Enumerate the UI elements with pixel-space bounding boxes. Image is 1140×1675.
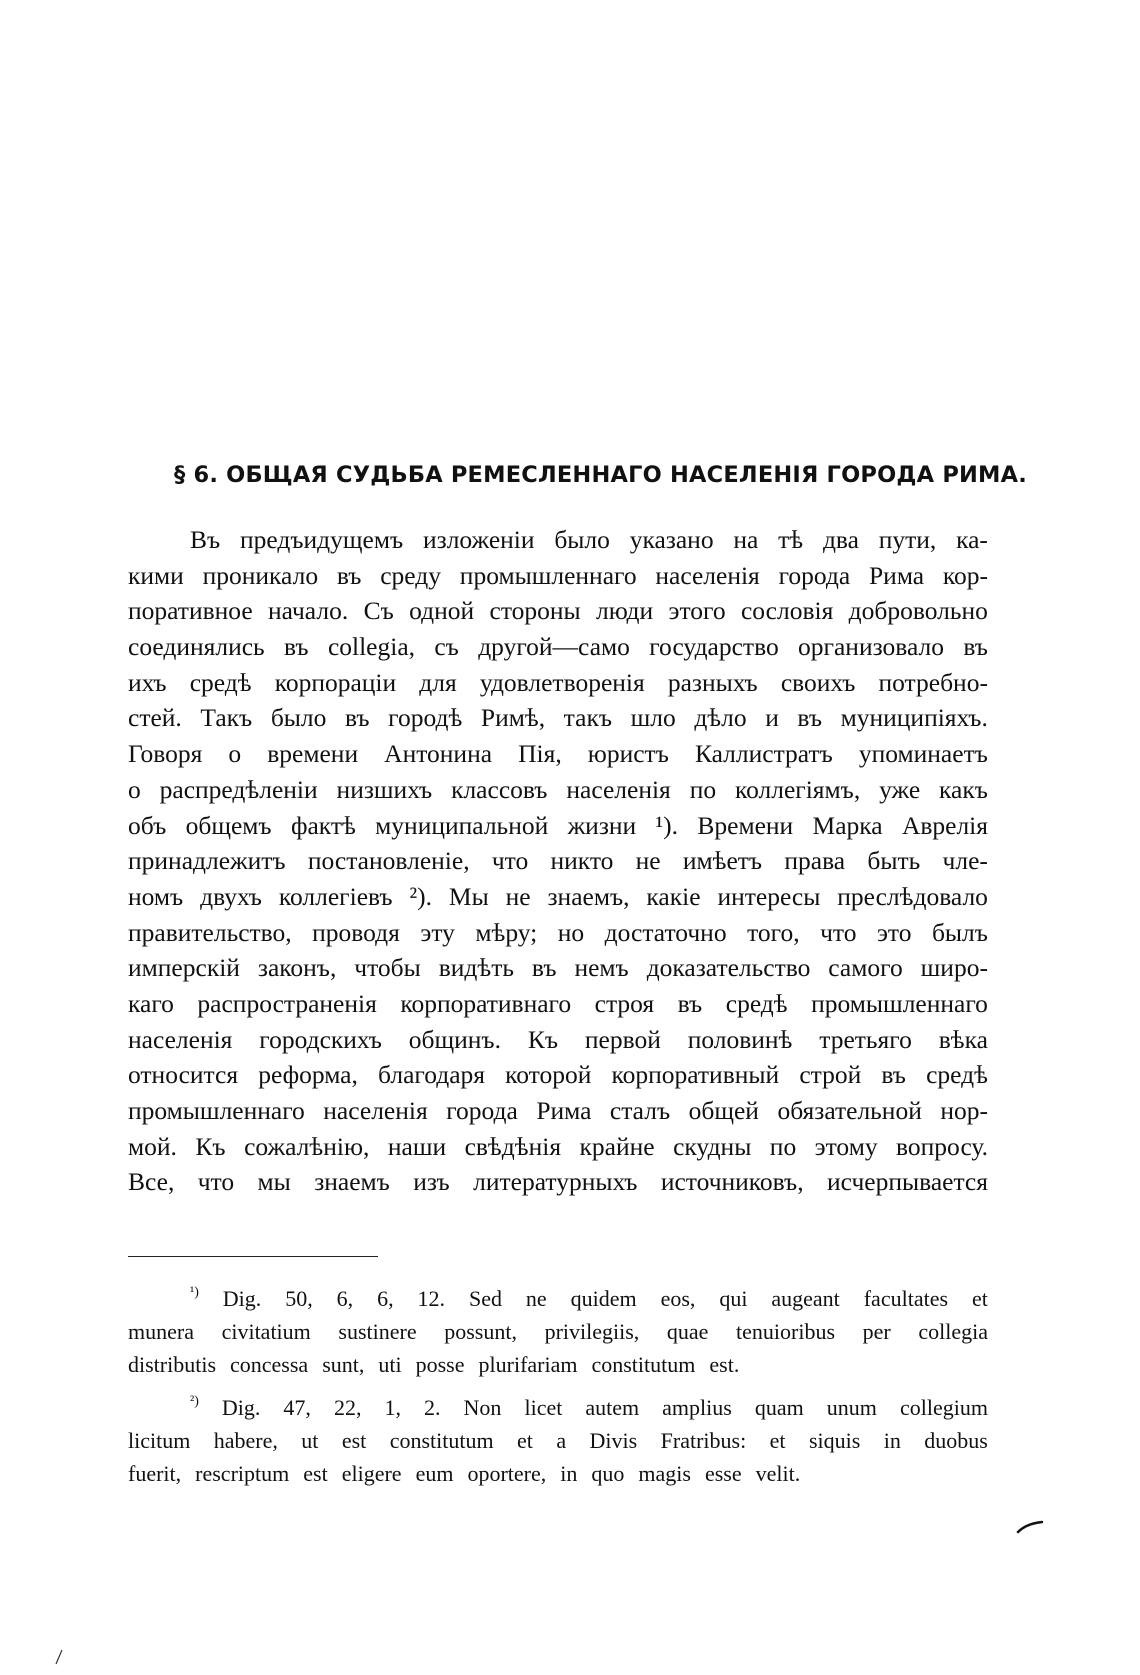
body-line: каго распространенія корпоративнаго строя въ средѣ промышленнаго: [128, 988, 988, 1018]
footnote-line: munera civitatium sustinere possunt, privilegiis, quae tenuioribus per collegia: [128, 1319, 988, 1344]
body-line: стей. Такъ было въ городѣ Римѣ, такъ шло дѣло и въ муниципіяхъ.: [128, 703, 988, 733]
footnote: [128, 1282, 988, 1381]
body-line: относится реформа, благодаря которой корпоративный строй въ средѣ: [128, 1060, 988, 1090]
body-line: кими проникало въ среду промышленнаго населенія города Рима кор-: [128, 560, 988, 590]
body-line: промышленнаго населенія города Рима сталъ общей обязательной нор-: [128, 1096, 988, 1125]
footnote: [128, 1391, 988, 1490]
body-line: объ общемъ фактѣ муниципальной жизни ¹). Времени Марка Аврелія: [128, 810, 988, 840]
body-line: номъ двухъ коллегіевъ ²). Мы не знаемъ, какіе интересы преслѣдовало: [128, 881, 988, 911]
footnote-marker: ¹): [190, 1285, 199, 1300]
body-line: о распредѣленіи низшихъ классовъ населенія по коллегіямъ, уже какъ: [128, 774, 988, 804]
footnote-line: ²) Dig. 47, 22, 1, 2. Non licet autem amplius quam unum collegium: [128, 1391, 988, 1424]
ink-stroke-mark: [1016, 1520, 1044, 1534]
footnote-rule: [128, 1256, 378, 1257]
footnote-line: ¹) Dig. 50, 6, 6, 12. Sed ne quidem eos, qui augeant facultates et: [128, 1282, 988, 1315]
body-line: ихъ средѣ корпораціи для удовлетворенія разныхъ своихъ потребно-: [128, 667, 988, 697]
footnote-line: distributis concessa sunt, uti posse plurifariam constitutum est.: [128, 1352, 740, 1377]
body-line: соединялись въ collegia, съ другой—само государство организовало въ: [128, 632, 988, 662]
footnote-line: licitum habere, ut est constitutum et a Divis Fratribus: et siquis in duobus: [128, 1428, 988, 1453]
body-text: [128, 522, 988, 1200]
body-line: Говоря о времени Антонина Пія, юристъ Каллистратъ упоминаетъ: [128, 739, 988, 769]
footnote-line: fuerit, rescriptum est eligere eum oportere, in quo magis esse velit.: [128, 1461, 801, 1486]
footnote-marker: ²): [190, 1394, 199, 1409]
body-line: правительство, проводя эту мѣру; но достаточно того, что это былъ: [128, 917, 988, 947]
body-line: мой. Къ сожалѣнію, наши свѣдѣнія крайне скудны по этому вопросу.: [128, 1131, 988, 1161]
body-line: принадлежитъ постановленіе, что никто не имѣетъ права быть чле-: [128, 846, 988, 876]
footnotes: [128, 1282, 988, 1500]
body-line: населенія городскихъ общинъ. Къ первой половинѣ третьяго вѣка: [128, 1024, 988, 1054]
ink-stroke-mark: [54, 1648, 64, 1666]
section-heading: § 6. ОБЩАЯ СУДЬБА РЕМЕСЛЕННАГО НАСЕЛЕНІЯ ГОРОДА РИМА.: [174, 462, 1027, 488]
body-line: Все, что мы знаемъ изъ литературныхъ источниковъ, исчерпывается: [128, 1167, 988, 1197]
body-line: поративное начало. Съ одной стороны люди этого сословія добровольно: [128, 596, 988, 626]
body-line: Въ предъидущемъ изложеніи было указано на тѣ два пути, ка-: [190, 525, 988, 554]
body-line: имперскій законъ, чтобы видѣть въ немъ доказательство самого широ-: [128, 953, 988, 983]
